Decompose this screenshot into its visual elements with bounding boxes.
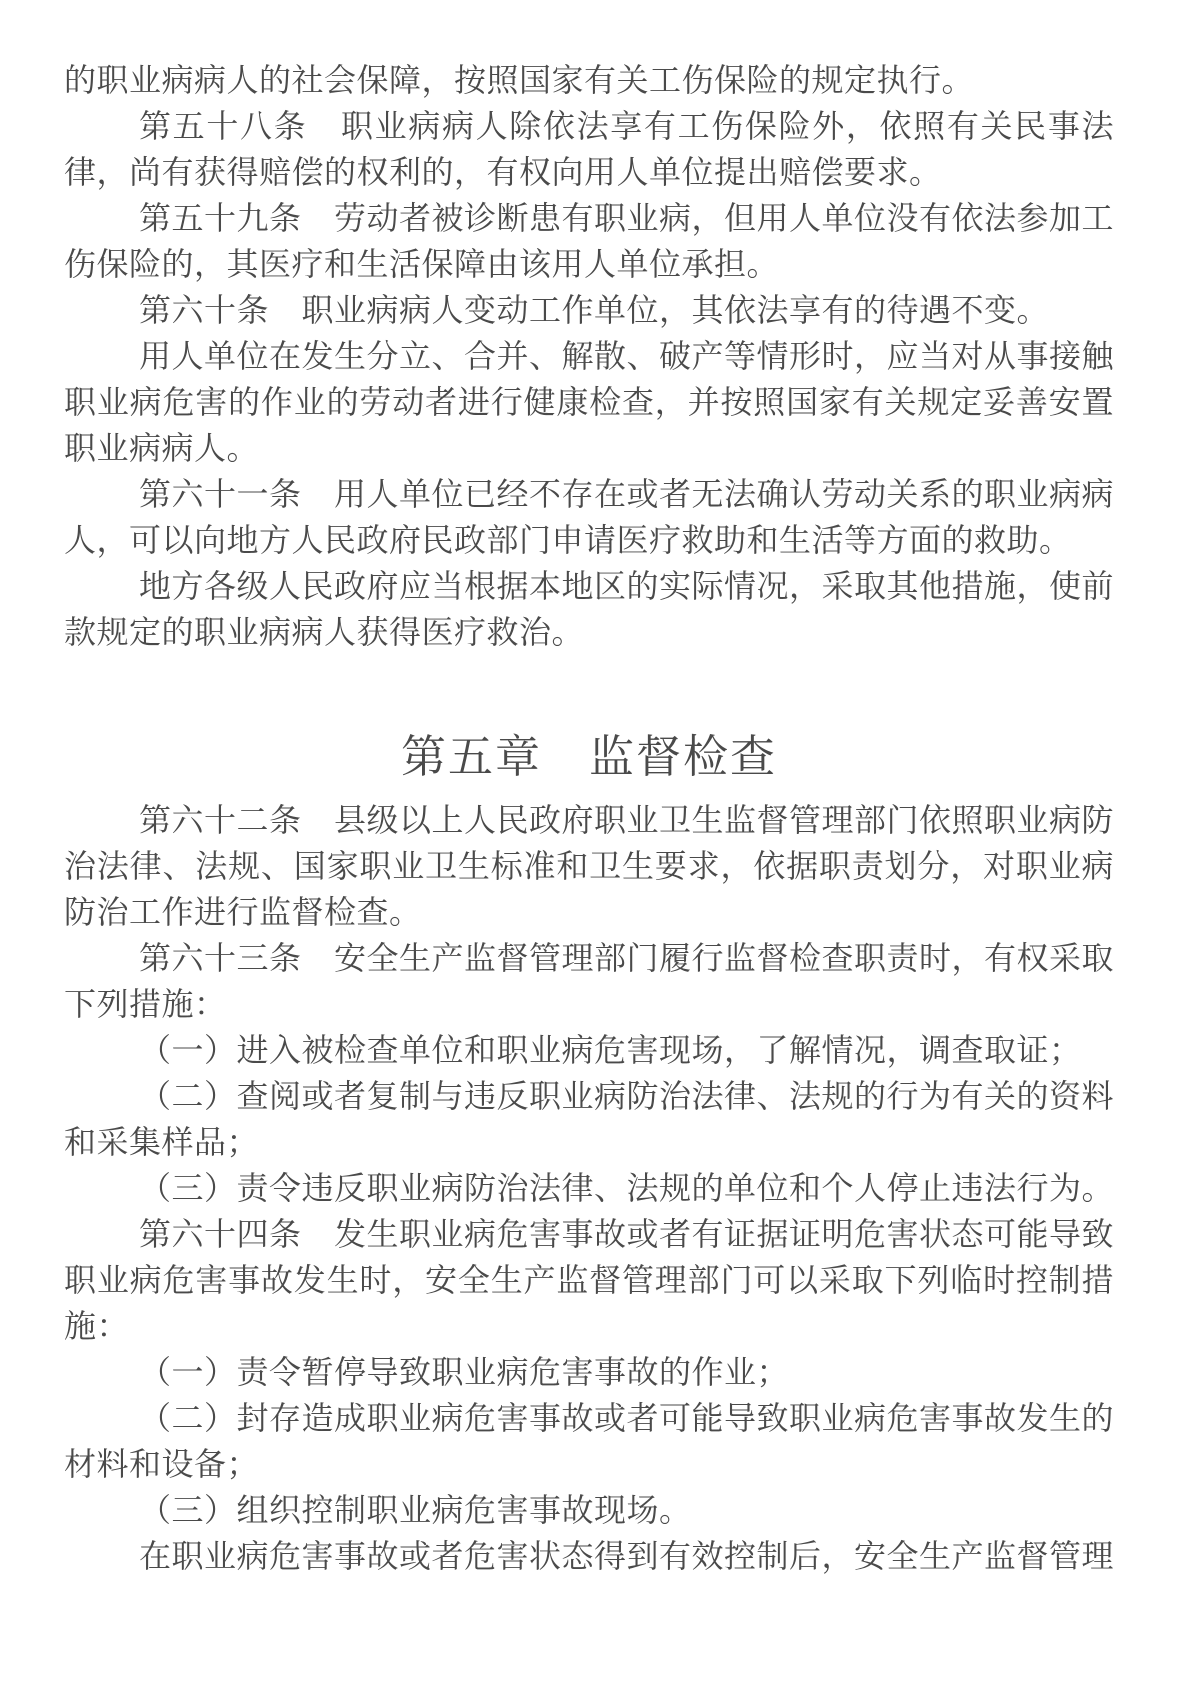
article-64-item-3: （三）组织控制职业病危害事故现场。 — [139, 1491, 692, 1529]
article-64-paragraph: 第六十四条 发生职业病危害事故或者有证据证明危害状态可能导致职业病危害事故发生时，安全生产监督管理部门可以采取下列临时控制措施： — [64, 1215, 1115, 1345]
article-64-closing-paragraph: 在职业病危害事故或者危害状态得到有效控制后，安全生产监督管理 — [139, 1537, 1115, 1575]
article-64-item-2: （二）封存造成职业病危害事故或者可能导致职业病危害事故发生的材料和设备； — [64, 1399, 1115, 1483]
article-63-item-3: （三）责令违反职业病防治法律、法规的单位和个人停止违法行为。 — [139, 1169, 1115, 1207]
chapter-5-heading: 第五章 监督检查 — [400, 730, 777, 783]
article-63-item-2: （二）查阅或者复制与违反职业病防治法律、法规的行为有关的资料和采集样品； — [64, 1077, 1115, 1161]
article-63-item-1: （一）进入被检查单位和职业病危害现场，了解情况，调查取证； — [139, 1031, 1082, 1069]
continuation-paragraph: 的职业病病人的社会保障，按照国家有关工伤保险的规定执行。 — [64, 61, 975, 99]
article-60-paragraph: 第六十条 职业病病人变动工作单位，其依法享有的待遇不变。 — [139, 291, 1050, 329]
article-59-paragraph: 第五十九条 劳动者被诊断患有职业病，但用人单位没有依法参加工伤保险的，其医疗和生活保障由该用人单位承担。 — [64, 199, 1115, 283]
article-63-paragraph: 第六十三条 安全生产监督管理部门履行监督检查职责时，有权采取下列措施： — [64, 939, 1115, 1023]
article-58-paragraph: 第五十八条 职业病病人除依法享有工伤保险外，依照有关民事法律，尚有获得赔偿的权利的，有权向用人单位提出赔偿要求。 — [64, 107, 1114, 191]
article-64-item-1: （一）责令暂停导致职业病危害事故的作业； — [139, 1353, 790, 1391]
article-61-paragraph: 第六十一条 用人单位已经不存在或者无法确认劳动关系的职业病病人，可以向地方人民政府民政部门申请医疗救助和生活等方面的救助。 — [64, 475, 1115, 559]
article-61-paragraph-2: 地方各级人民政府应当根据本地区的实际情况，采取其他措施，使前款规定的职业病病人获得医疗救治。 — [64, 567, 1115, 651]
article-60-paragraph-2: 用人单位在发生分立、合并、解散、破产等情形时，应当对从事接触职业病危害的作业的劳动者进行健康检查，并按照国家有关规定妥善安置职业病病人。 — [64, 337, 1115, 467]
article-62-paragraph: 第六十二条 县级以上人民政府职业卫生监督管理部门依照职业病防治法律、法规、国家职业卫生标准和卫生要求，依据职责划分，对职业病防治工作进行监督检查。 — [64, 801, 1115, 931]
